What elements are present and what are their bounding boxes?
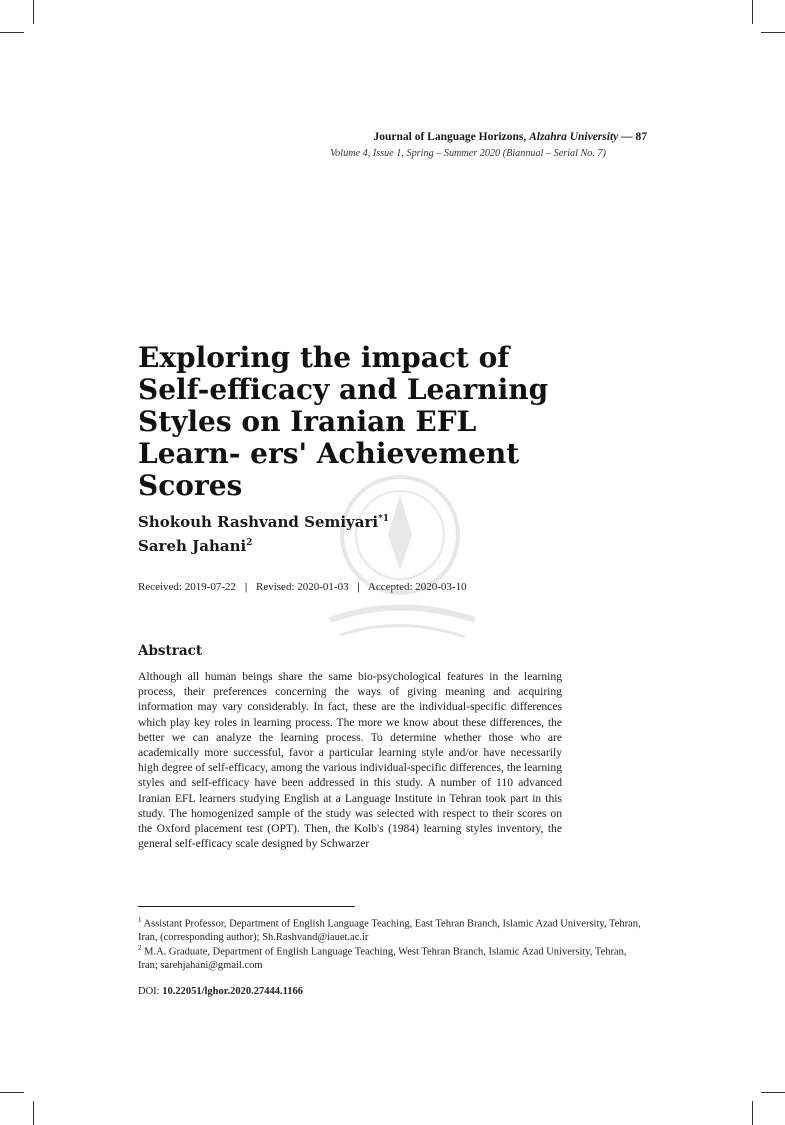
header-dash: — [621,131,633,143]
journal-header [374,131,647,143]
author-mark: *1 [378,514,390,524]
article-dates [138,581,467,593]
doi-line [138,986,303,997]
crop-mark [0,32,24,33]
footnote-divider [138,906,355,907]
page-number: 87 [635,131,647,143]
crop-mark [752,1101,753,1125]
abstract-heading: Abstract [138,643,203,659]
footnote-text: M.A. Graduate, Department of English Language Teaching, West Tehran Branch, Islamic Azad University, Tehran, Iran; sarehjahani@gmail.com [138,946,627,972]
crop-mark [761,1092,785,1093]
footnote-mark: 1 [138,916,142,924]
date-separator: | [357,581,360,593]
doi-link[interactable]: 10.22051/lghor.2020.27444.1166 [162,986,304,997]
revised-date: Revised: 2020-01-03 [256,581,349,593]
accepted-date: Accepted: 2020-03-10 [367,581,467,593]
footnote-1 [138,914,648,945]
crop-mark [761,32,785,33]
crop-mark [0,1092,24,1093]
crop-mark [33,0,34,24]
doi-label: DOI: [138,986,160,997]
university-name: Alzahra University [529,131,619,143]
footnote-text: Assistant Professor, Department of English Language Teaching, East Tehran Branch, Islamic Azad University, Tehran, Iran, (corresponding author); Sh.Rashvand@iauet.ac.ir [138,918,641,944]
crop-mark [752,0,753,24]
received-date: Received: 2019-07-22 [138,581,237,593]
footnote-2 [138,942,648,973]
author-name: Shokouh Rashvand Semiyari [138,513,379,531]
volume-line: Volume 4, Issue 1, Spring – Summer 2020 (Biannual – Serial No. 7) [330,148,606,159]
author-mark: 2 [246,538,253,548]
footnote-mark: 2 [138,944,142,952]
author-2 [138,533,389,557]
author-list [138,509,389,557]
date-separator: | [244,581,248,593]
crop-mark [33,1101,34,1125]
author-1 [138,509,389,533]
abstract-text: Although all human beings share the same bio-psychological features in the learning process, their preferences concerning the ways of giving meaning and acquiring information may vary considerably. In fact, these are the individual-specific differences which play key roles in learning process. The more we know about these differences, the better we can analyze the learning process. To determine whether those who are academically more successful, favor a particular learning style and/or have necessarily high degree of self-efficacy, among the various individual-specific differences, the learning styles and self-efficacy have been addressed in this study. A number of 110 advanced Iranian EFL learners studying English at a Language Institute in Tehran took part in this study. The homogenized sample of the study was selected with respect to their scores on the Oxford placement test (OPT). Then, the Kolb's (1984) learning styles inventory, the general self-efficacy scale designed by Schwarzer [138,670,562,851]
article-title: Exploring the impact of Self-efficacy and Learning Styles on Iranian EFL Learn- ers' Achievement Scores [138,341,549,502]
journal-name: Journal of Language Horizons, [373,131,527,143]
author-name: Sareh Jahani [138,537,247,555]
